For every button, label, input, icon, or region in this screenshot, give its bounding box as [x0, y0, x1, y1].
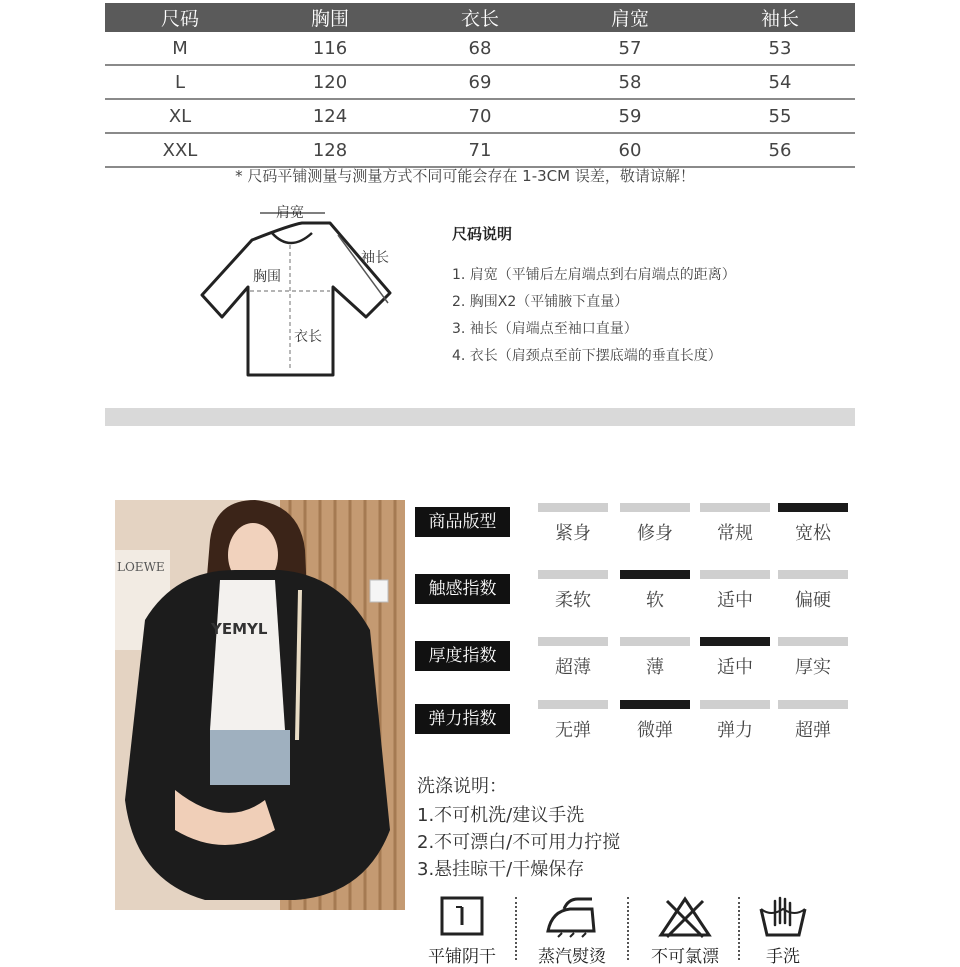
attr-option-label: 适中	[717, 657, 753, 678]
size-note-item: 4. 衣长（肩颈点至前下摆底端的垂直长度）	[452, 348, 722, 364]
table-row	[105, 32, 855, 65]
attr-indicator-bar	[778, 503, 848, 512]
table-cell: 59	[555, 99, 705, 133]
care-label: 蒸汽熨烫	[538, 947, 606, 967]
attr-option-label: 薄	[646, 657, 664, 678]
attr-option-label: 紧身	[555, 523, 591, 544]
steam-iron-icon	[542, 895, 602, 940]
table-cell: 128	[255, 133, 405, 167]
attr-option	[700, 637, 770, 679]
size-notes-title: 尺码说明	[452, 225, 513, 243]
attr-title: 弹力指数	[415, 704, 510, 734]
attr-option	[778, 570, 848, 612]
attr-indicator-bar	[700, 637, 770, 646]
attr-option-label: 厚实	[795, 657, 831, 678]
size-notes	[452, 223, 736, 370]
care-divider	[627, 897, 629, 960]
wall-sign-text: LOEWE	[117, 560, 165, 574]
wash-item: 3.悬挂晾干/干燥保存	[417, 859, 585, 880]
header-length: 衣长	[405, 3, 555, 32]
attr-option	[778, 503, 848, 545]
diagram-label-length: 衣长	[294, 329, 322, 345]
header-chest: 胸围	[255, 3, 405, 32]
size-table-header-row	[105, 3, 855, 32]
hand-wash-icon	[753, 895, 813, 940]
attr-option-label: 宽松	[795, 523, 831, 544]
garment-diagram	[190, 195, 415, 390]
attr-option-label: 柔软	[555, 590, 591, 611]
wash-item: 2.不可漂白/不可用力拧搅	[417, 832, 621, 853]
table-cell: M	[105, 32, 255, 65]
table-cell: 60	[555, 133, 705, 167]
care-item	[407, 895, 517, 965]
care-item	[728, 895, 838, 965]
attr-option	[700, 503, 770, 545]
attr-indicator-bar	[538, 503, 608, 512]
attr-option	[538, 570, 608, 612]
attr-indicator-bar	[620, 637, 690, 646]
no-bleach-icon	[655, 895, 715, 940]
attr-option-label: 常规	[717, 523, 753, 544]
table-cell: 124	[255, 99, 405, 133]
attr-row-touch	[415, 570, 855, 620]
attr-title: 商品版型	[415, 507, 510, 537]
attr-indicator-bar	[778, 700, 848, 709]
attr-option-label: 超薄	[555, 657, 591, 678]
size-table	[105, 3, 855, 168]
attr-option-label: 超弹	[795, 720, 831, 741]
table-cell: 54	[705, 65, 855, 99]
attr-option	[538, 700, 608, 742]
size-note-item: 2. 胸围X2（平铺腋下直量）	[452, 294, 629, 310]
care-item	[630, 895, 740, 965]
header-sleeve: 袖长	[705, 3, 855, 32]
attr-option	[778, 637, 848, 679]
table-cell: 116	[255, 32, 405, 65]
wash-instructions	[417, 772, 620, 883]
attr-option-label: 无弹	[555, 720, 591, 741]
table-cell: 55	[705, 99, 855, 133]
table-cell: 69	[405, 65, 555, 99]
table-cell: L	[105, 65, 255, 99]
wash-item: 1.不可机洗/建议手洗	[417, 805, 585, 826]
attr-option	[700, 570, 770, 612]
care-label: 手洗	[766, 947, 800, 967]
attr-option	[778, 700, 848, 742]
diagram-label-sleeve: 袖长	[361, 250, 389, 266]
attr-option	[538, 503, 608, 545]
table-row	[105, 65, 855, 99]
wash-title: 洗涤说明：	[417, 776, 507, 797]
attr-row-elasticity	[415, 700, 855, 750]
attr-option-label: 弹力	[717, 720, 753, 741]
care-item	[517, 895, 627, 965]
diagram-label-shoulder: 肩宽	[276, 205, 304, 221]
attr-indicator-bar	[778, 570, 848, 579]
attr-title: 触感指数	[415, 574, 510, 604]
attr-option	[538, 637, 608, 679]
care-label: 平铺阴干	[428, 947, 496, 967]
table-row	[105, 99, 855, 133]
header-size: 尺码	[105, 3, 255, 32]
measurement-note: * 尺码平铺测量与测量方式不同可能会存在 1-3CM 误差，敬请谅解！	[235, 167, 695, 185]
attr-option-label: 适中	[717, 590, 753, 611]
header-shoulder: 肩宽	[555, 3, 705, 32]
attr-option	[700, 700, 770, 742]
table-cell: 120	[255, 65, 405, 99]
attr-option-label: 微弹	[637, 720, 673, 741]
attr-option	[620, 637, 690, 679]
attr-indicator-bar	[700, 700, 770, 709]
attr-option-label: 修身	[637, 523, 673, 544]
table-row	[105, 133, 855, 167]
table-cell: 68	[405, 32, 555, 65]
flat-dry-shade-icon	[432, 895, 492, 940]
attr-option-label: 偏硬	[795, 590, 831, 611]
attr-option-label: 软	[646, 590, 664, 611]
attr-indicator-bar	[778, 637, 848, 646]
table-cell: XXL	[105, 133, 255, 167]
table-cell: 57	[555, 32, 705, 65]
product-photo	[115, 500, 405, 910]
attr-indicator-bar	[620, 700, 690, 709]
attr-indicator-bar	[700, 503, 770, 512]
attr-row-thickness	[415, 637, 855, 687]
attr-option	[620, 700, 690, 742]
table-cell: 71	[405, 133, 555, 167]
size-note-item: 1. 肩宽（平铺后左肩端点到右肩端点的距离）	[452, 267, 736, 283]
attr-indicator-bar	[700, 570, 770, 579]
table-cell: 70	[405, 99, 555, 133]
attr-indicator-bar	[538, 637, 608, 646]
table-cell: 58	[555, 65, 705, 99]
size-note-item: 3. 袖长（肩端点至袖口直量）	[452, 321, 638, 337]
table-cell: 56	[705, 133, 855, 167]
shirt-print-text: YEMYL	[211, 620, 268, 638]
section-divider	[105, 408, 855, 426]
table-cell: XL	[105, 99, 255, 133]
attr-indicator-bar	[538, 570, 608, 579]
attr-indicator-bar	[620, 503, 690, 512]
attr-row-fit	[415, 503, 855, 553]
attr-option	[620, 570, 690, 612]
attr-option	[620, 503, 690, 545]
diagram-label-chest: 胸围	[253, 269, 281, 285]
care-label: 不可氯漂	[651, 947, 719, 967]
attr-indicator-bar	[620, 570, 690, 579]
attr-indicator-bar	[538, 700, 608, 709]
table-cell: 53	[705, 32, 855, 65]
attr-title: 厚度指数	[415, 641, 510, 671]
